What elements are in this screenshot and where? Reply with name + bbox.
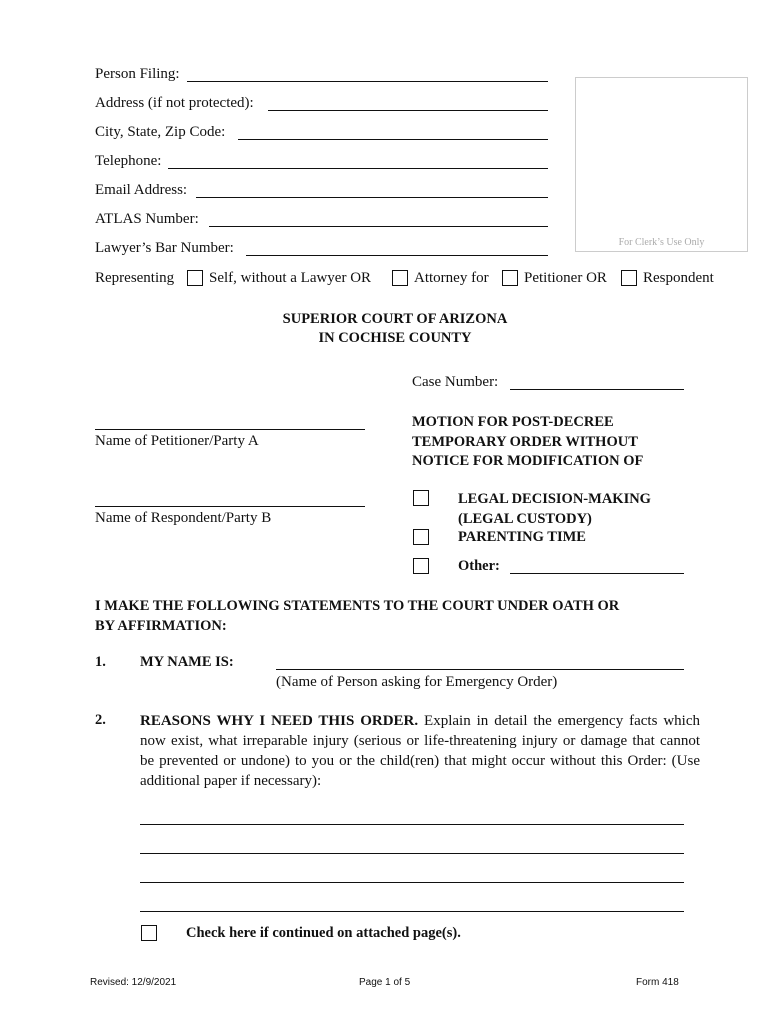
clerk-use-box (575, 77, 748, 252)
my-name-label: MY NAME IS: (140, 654, 234, 670)
person-filing-input[interactable] (187, 81, 548, 82)
attorney-option-label: Attorney for (414, 270, 489, 286)
item-2-number: 2. (95, 712, 106, 728)
email-input[interactable] (196, 197, 548, 198)
continued-label: Check here if continued on attached page(s). (186, 925, 461, 941)
oath-line-2: BY AFFIRMATION: (95, 617, 227, 634)
other-checkbox[interactable] (413, 558, 429, 574)
motion-title-line-2: TEMPORARY ORDER WITHOUT (412, 433, 638, 450)
self-checkbox[interactable] (187, 270, 203, 286)
bar-number-label: Lawyer’s Bar Number: (95, 240, 234, 256)
reason-line[interactable] (140, 824, 684, 825)
case-number-label: Case Number: (412, 374, 499, 390)
bar-number-input[interactable] (246, 255, 548, 256)
reason-line[interactable] (140, 911, 684, 912)
reasons-paragraph (140, 711, 700, 791)
email-label: Email Address: (95, 182, 188, 198)
motion-title (412, 413, 643, 472)
attorney-checkbox[interactable] (392, 270, 408, 286)
parenting-time-label: PARENTING TIME (458, 529, 586, 545)
reasons-text: Explain in detail the emergency facts which now exist, what irreparable injury (serious or life-threatening injury or damage that cannot be prevented or undone) to you or the child(ren) that might occur without this Order: (Use additional paper if necessary): (140, 713, 700, 789)
respondent-option-label: Respondent (643, 270, 714, 286)
my-name-input[interactable] (276, 669, 684, 670)
continued-checkbox[interactable] (141, 925, 157, 941)
legal-decision-checkbox[interactable] (413, 490, 429, 506)
respondent-checkbox[interactable] (621, 270, 637, 286)
party-a-input[interactable] (95, 429, 365, 430)
legal-decision-label-line-2: (LEGAL CUSTODY) (458, 510, 592, 527)
telephone-input[interactable] (168, 168, 548, 169)
self-option-label: Self, without a Lawyer OR (209, 270, 372, 286)
case-number-input[interactable] (510, 389, 684, 390)
legal-decision-label (458, 490, 651, 529)
city-state-zip-label: City, State, Zip Code: (95, 124, 226, 140)
form-number: Form 418 (636, 977, 679, 988)
my-name-caption: (Name of Person asking for Emergency Order) (276, 674, 558, 690)
address-label: Address (if not protected): (95, 95, 254, 111)
party-b-label: Name of Respondent/Party B (95, 510, 272, 526)
party-b-input[interactable] (95, 506, 365, 507)
reasons-heading: REASONS WHY I NEED THIS ORDER. (140, 713, 419, 729)
motion-title-line-1: MOTION FOR POST-DECREE (412, 414, 614, 430)
reason-line[interactable] (140, 853, 684, 854)
other-input[interactable] (510, 573, 684, 574)
other-label: Other: (458, 558, 500, 574)
oath-line-1: I MAKE THE FOLLOWING STATEMENTS TO THE COURT UNDER OATH OR (95, 598, 620, 614)
item-1-number: 1. (95, 654, 106, 670)
court-county: IN COCHISE COUNTY (318, 330, 472, 346)
motion-title-line-3: NOTICE FOR MODIFICATION OF (412, 453, 644, 469)
telephone-label: Telephone: (95, 153, 162, 169)
representing-label: Representing (95, 270, 175, 286)
court-heading (0, 310, 770, 348)
revised-date: Revised: 12/9/2021 (90, 977, 177, 988)
page-number: Page 1 of 5 (359, 977, 411, 988)
person-filing-label: Person Filing: (95, 66, 180, 82)
legal-decision-label-line-1: LEGAL DECISION-MAKING (458, 491, 651, 507)
parenting-time-checkbox[interactable] (413, 529, 429, 545)
clerk-use-label: For Clerk’s Use Only (618, 237, 705, 248)
court-name: SUPERIOR COURT OF ARIZONA (282, 311, 508, 327)
petitioner-option-label: Petitioner OR (524, 270, 607, 286)
address-input[interactable] (268, 110, 548, 111)
party-a-label: Name of Petitioner/Party A (95, 433, 259, 449)
atlas-number-input[interactable] (209, 226, 548, 227)
reason-line[interactable] (140, 882, 684, 883)
petitioner-checkbox[interactable] (502, 270, 518, 286)
city-state-zip-input[interactable] (238, 139, 548, 140)
atlas-number-label: ATLAS Number: (95, 211, 199, 227)
oath-statement (95, 597, 619, 636)
